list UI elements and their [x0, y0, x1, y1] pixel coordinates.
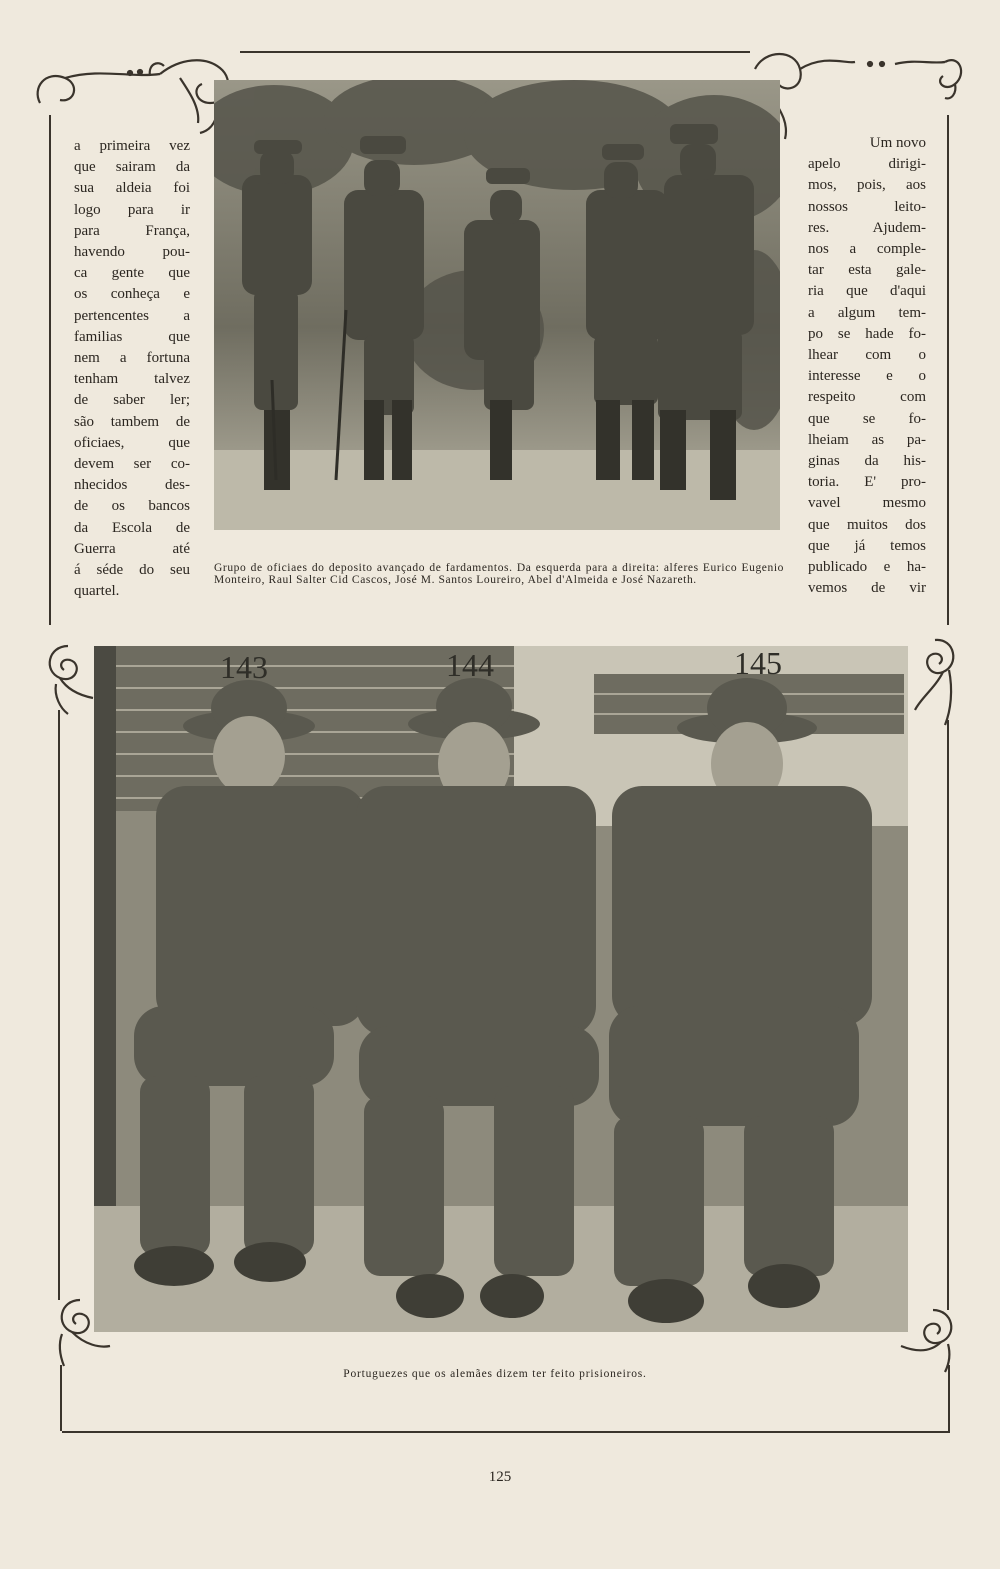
text-line: nhecidos des- [74, 477, 190, 494]
text-line: vavel mesmo [808, 495, 926, 512]
text-line: sua aldeia foi [74, 180, 190, 197]
text-line: interesse e o [808, 368, 926, 385]
text-line: nossos leito- [808, 198, 926, 215]
prisoners-photo [94, 646, 908, 1332]
frame-left-line-upper [49, 115, 51, 625]
frame-top-line [240, 51, 750, 53]
officers-photo-caption: Grupo de oficiaes do deposito avançado de fardamentos. Da esquerda para a direita: alferes Eurico Eugenio Monteiro, Raul Salter Cid Cascos, José M. Santos Loureiro, Abel d'Almeida e José Nazareth. [214, 562, 784, 586]
text-line: mos, pois, aos [808, 177, 926, 194]
text-line: lheiam as pa- [808, 431, 926, 448]
prisoners-photo-caption: Portuguezes que os alemães dizem ter feito prisioneiros. [343, 1368, 647, 1380]
text-line: que já temos [808, 537, 926, 554]
text-line: nem a fortuna [74, 350, 190, 367]
frame-left-line-bottom [60, 1365, 62, 1431]
text-line: ginas da his- [808, 453, 926, 470]
middle-left-scroll-ornament [38, 636, 98, 716]
right-text-column [808, 133, 926, 599]
text-line: de saber ler; [74, 392, 190, 409]
text-line: respeito com [808, 389, 926, 406]
prisoner-number-143: 143 [220, 649, 268, 685]
frame-right-line-upper [947, 115, 949, 625]
text-line: que muitos dos [808, 516, 926, 533]
text-line: apelo dirigi- [808, 156, 926, 173]
text-line: nos a comple- [808, 241, 926, 258]
text-line: res. Ajudem- [808, 219, 926, 236]
text-line: da Escola de [74, 519, 190, 536]
text-line: Guerra até [74, 540, 190, 557]
text-line: familias que [74, 328, 190, 345]
text-line: devem ser co- [74, 456, 190, 473]
text-line: ca gente que [74, 265, 190, 282]
frame-bottom-line [62, 1431, 950, 1433]
text-line: Um novo [869, 135, 926, 151]
text-line: de os bancos [74, 498, 190, 515]
text-line: para França, [74, 222, 190, 239]
page-number: 125 [488, 1469, 512, 1485]
text-line: logo para ir [74, 201, 190, 218]
text-line: havendo pou- [74, 244, 190, 261]
text-line: quartel. [74, 583, 120, 600]
text-line: á séde do seu [74, 562, 190, 579]
prisoner-number-144: 144 [446, 647, 494, 683]
officers-photo-illustration [214, 80, 780, 530]
top-left-scroll-ornament [30, 48, 245, 138]
middle-right-scroll-ornament [905, 620, 965, 730]
left-text-column [74, 136, 190, 602]
prisoners-photo-illustration [94, 646, 908, 1332]
text-line: ria que d'aqui [808, 283, 926, 300]
frame-right-line-lower [947, 720, 949, 1310]
text-line: toria. E' pro- [808, 474, 926, 491]
text-line: os conheça e [74, 286, 190, 303]
text-line: que sairam da [74, 159, 190, 176]
text-line: que se fo- [808, 410, 926, 427]
officers-group-photo [214, 80, 780, 530]
text-line: a primeira vez [74, 138, 190, 154]
text-line: vemos de vir [808, 580, 926, 597]
prisoner-number-145: 145 [734, 646, 782, 681]
text-line: pertencentes a [74, 307, 190, 324]
text-line: lhear com o [808, 347, 926, 364]
frame-left-line-lower [58, 710, 60, 1300]
text-line: tar esta gale- [808, 262, 926, 279]
text-line: são tambem de [74, 413, 190, 430]
text-line: po se hade fo- [808, 325, 926, 342]
text-line: a algum tem- [808, 304, 926, 321]
text-line: tenham talvez [74, 371, 190, 388]
text-line: publicado e ha- [808, 559, 926, 576]
text-line: oficiaes, que [74, 434, 190, 451]
